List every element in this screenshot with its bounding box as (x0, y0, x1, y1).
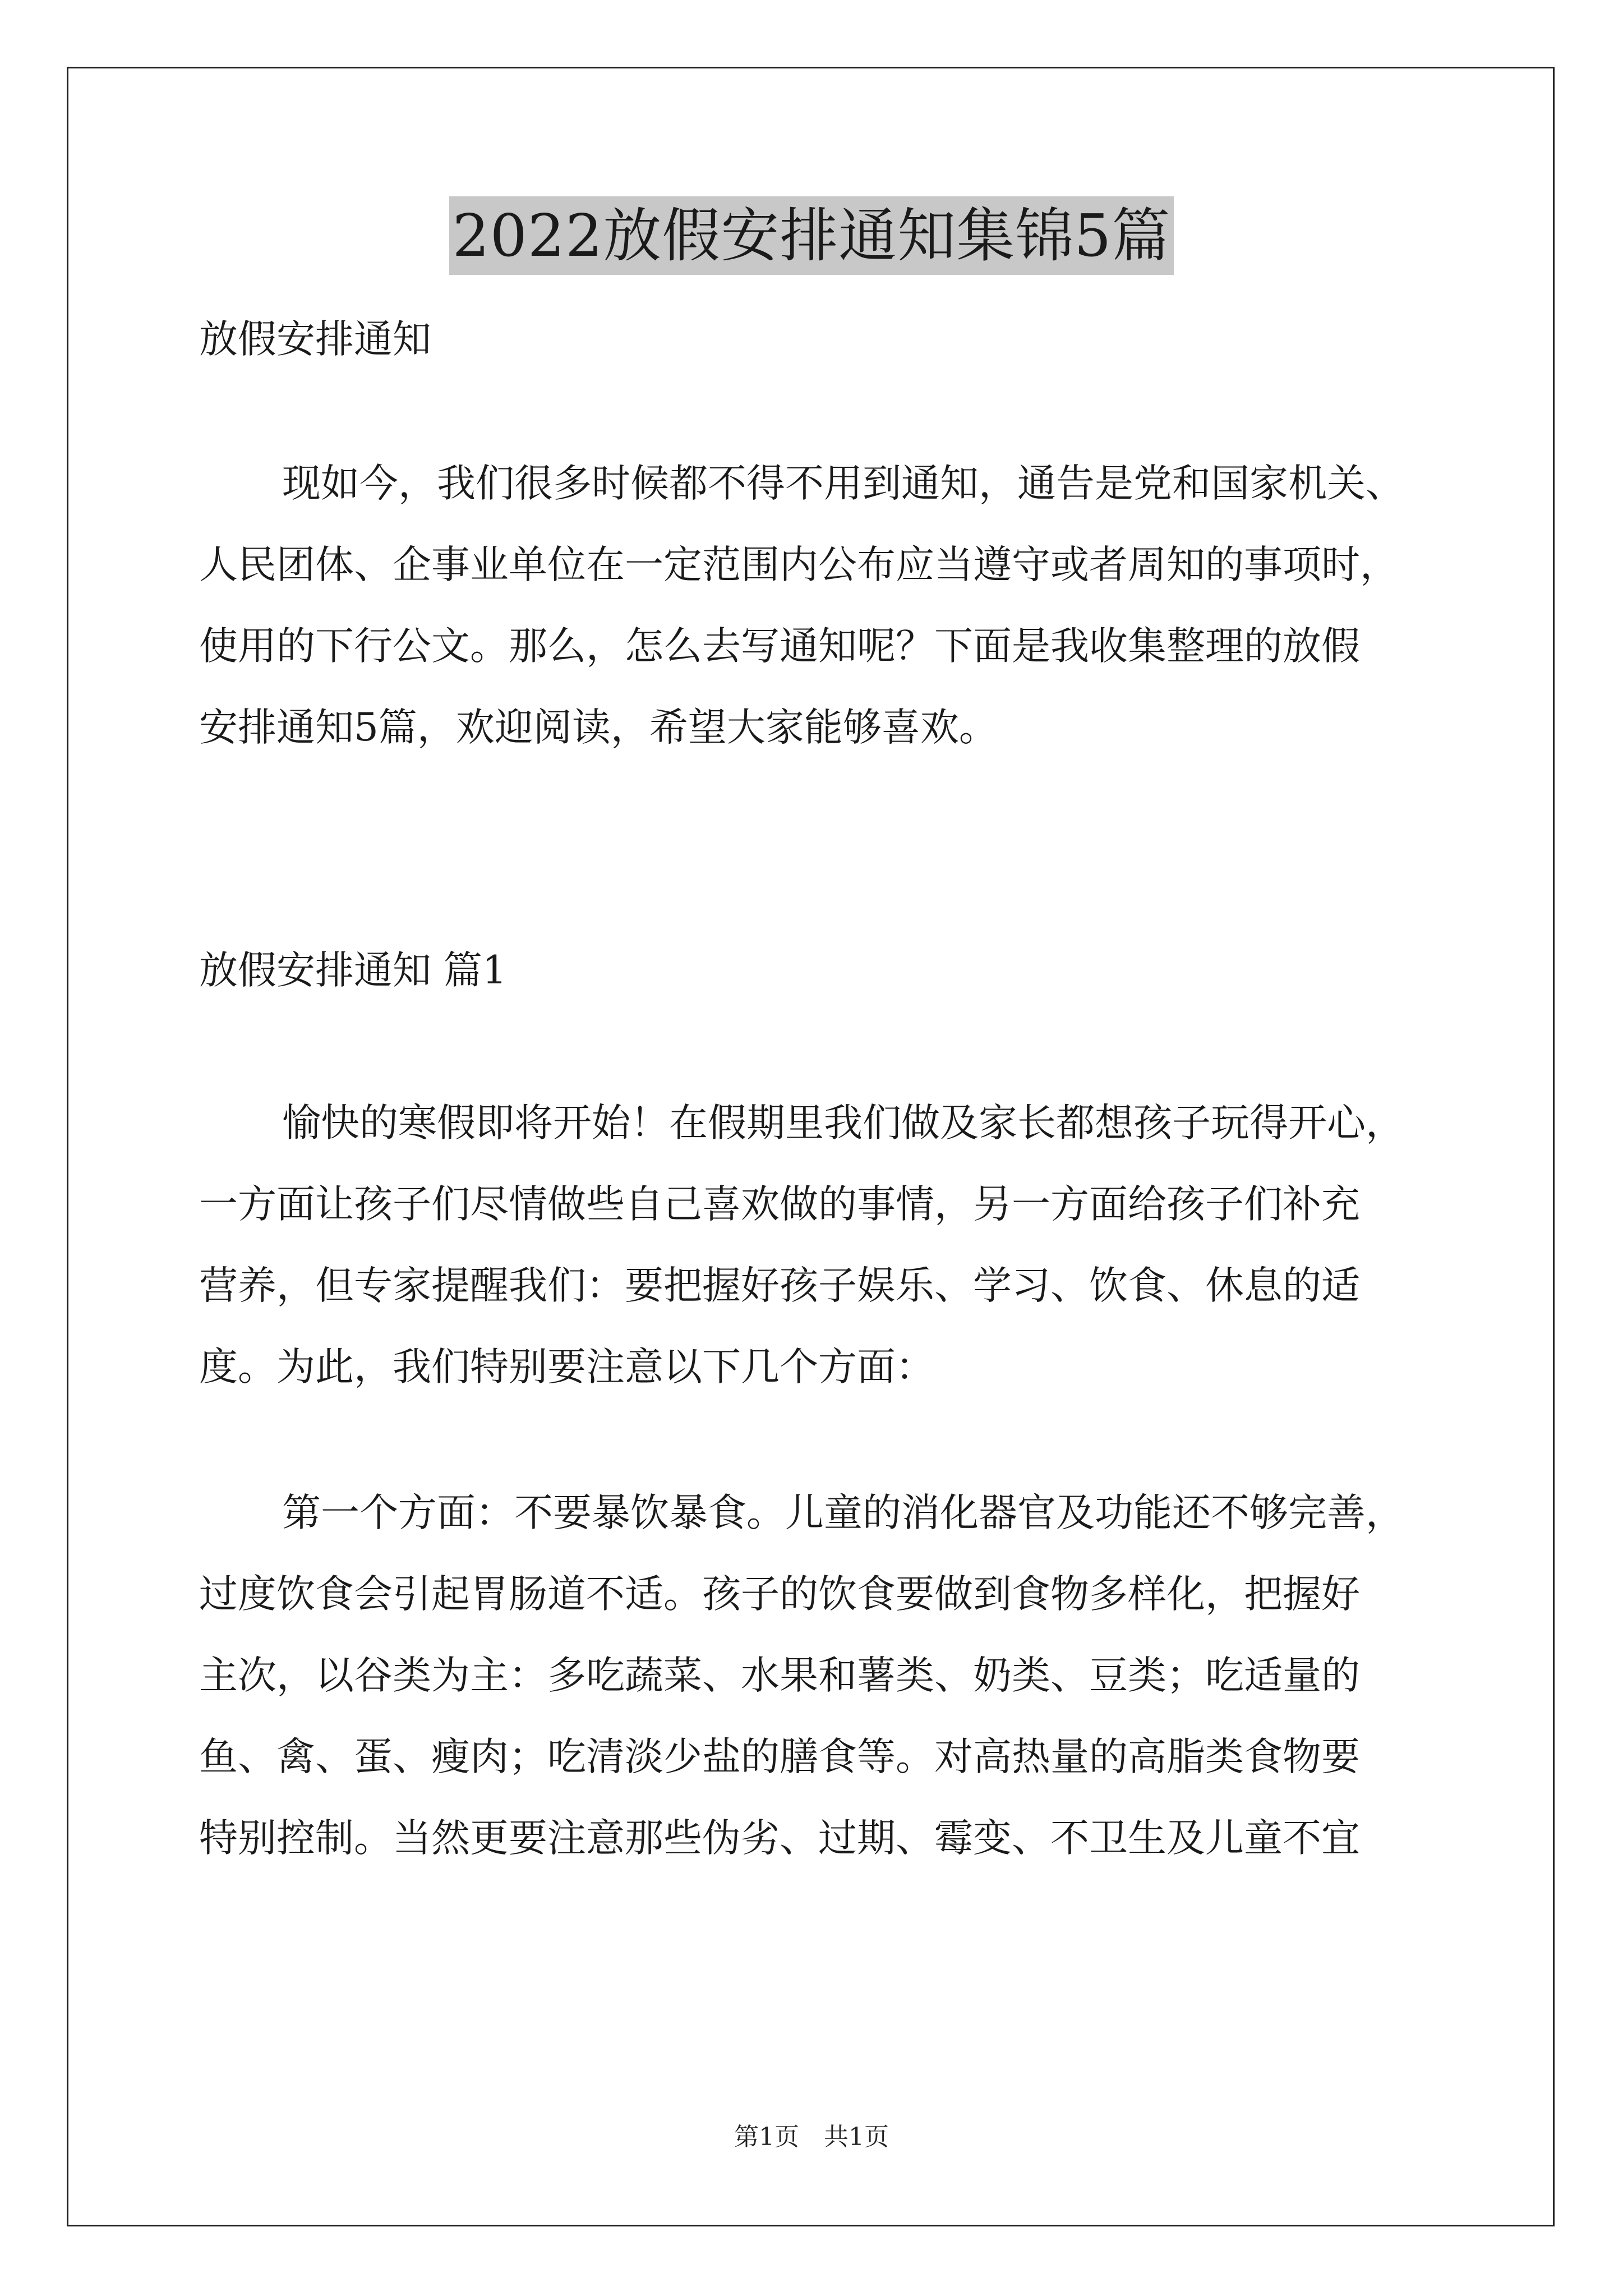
text-line: 过度饮食会引起胃肠道不适。孩子的饮食要做到食物多样化，把握好 (199, 1572, 1360, 1617)
text-line: 营养，但专家提醒我们：要把握好孩子娱乐、学习、饮食、休息的适 (199, 1263, 1360, 1308)
intro-heading: 放假安排通知 (199, 317, 431, 362)
text-line: 鱼、禽、蛋、瘦肉；吃清淡少盐的膳食等。对高热量的高脂类食物要 (199, 1734, 1360, 1779)
section1-paragraph-2 (199, 1473, 1433, 1879)
page-footer: 第1页 共1页 (734, 2123, 889, 2151)
text-line: 现如今，我们很多时候都不得不用到通知，通告是党和国家机关、 (282, 461, 1404, 506)
text-line: 使用的下行公文。那么，怎么去写通知呢？下面是我收集整理的放假 (199, 624, 1360, 669)
section1-paragraph-1 (199, 1083, 1433, 1408)
text-line: 度。为此，我们特别要注意以下几个方面： (199, 1345, 934, 1389)
text-line: 主次，以谷类为主：多吃蔬菜、水果和薯类、奶类、豆类；吃适量的 (199, 1653, 1360, 1698)
intro-paragraph (199, 443, 1433, 769)
title-wrap (0, 196, 1623, 275)
text-line: 特别控制。当然更要注意那些伪劣、过期、霉变、不卫生及儿童不宜 (199, 1816, 1360, 1861)
text-line: 安排通知5篇，欢迎阅读，希望大家能够喜欢。 (199, 705, 998, 750)
text-line: 一方面让孩子们尽情做些自己喜欢做的事情，另一方面给孩子们补充 (199, 1182, 1360, 1227)
text-line: 第一个方面：不要暴饮暴食。儿童的消化器官及功能还不够完善， (282, 1490, 1404, 1535)
document-title: 2022放假安排通知集锦5篇 (449, 196, 1174, 275)
text-line: 人民团体、企事业单位在一定范围内公布应当遵守或者周知的事项时， (199, 542, 1399, 587)
section-heading: 放假安排通知 篇1 (199, 948, 507, 993)
text-line: 愉快的寒假即将开始！在假期里我们做及家长都想孩子玩得开心， (282, 1101, 1404, 1145)
